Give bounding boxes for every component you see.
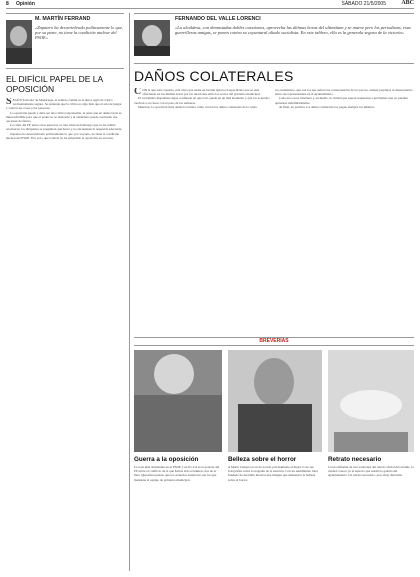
breves-photo-1	[134, 350, 222, 452]
section-name: Opinión	[16, 1, 35, 7]
left-dropcap: S	[6, 98, 12, 107]
left-paragraph: La oposición puede y debe ser una crítica responsable, la parte que en democracia es imprescindible para que el poder no se desborde y el ciudadano pueda contrastar sus opciones de futuro.	[6, 110, 122, 124]
page-header	[6, 0, 414, 9]
middle-author: FERNANDO DEL VALLE LORENCI	[175, 16, 261, 22]
left-author: M. MARTÍN FERRAND	[35, 16, 91, 22]
middle-mid-rule	[134, 63, 414, 64]
middle-pull-quote: «La alcaldesa, con demasiadas dobles cuestiones, aprovecha las últimas horas del ultimátum y se mueve pero los periodistas, esas guerrilleras amigas, se ponen contra su coyuntural aliado socialista. En este tablero, ella es la generala segura de la victoria»	[175, 25, 411, 36]
breve-title-2: Belleza sobre el horror	[228, 456, 297, 463]
breves-label-rule	[134, 345, 414, 346]
left-mid-rule	[6, 68, 124, 69]
middle-paragraph: Mientras, la oposición mira desde la barrera cómo crecen los daños colaterales de la crisis.	[138, 104, 258, 109]
breves-photo-2	[228, 350, 322, 452]
breves-label: BREVERÍAS	[259, 338, 289, 344]
breve-title-3: Retrato necesario	[328, 456, 382, 463]
author-photo-middle	[134, 20, 170, 56]
middle-top-rule	[134, 13, 414, 14]
middle-paragraph: Al final, en política, los daños colaterales los pagan siempre los mismos.	[279, 104, 375, 109]
newspaper-logo: ABC	[401, 0, 414, 6]
middle-paragraph: El socialismo hispalense sigue confiando en que todo quede en un mal momento y que los acuerdos vuelvan a su cauce con el paso de las semanas.	[134, 96, 270, 105]
middle-paragraph: tos ciudadanos, que son los que sufren las consecuencias de los pactos, asisten perplejos al desencuentro entre sus representantes en el Ayuntamiento.	[275, 88, 413, 97]
breve-text-3: Con la difusión de tres versiones del retrato oficial del alcalde, la ciudad conoce ya el aspecto que tendrá la galería del Ayuntamiento. Un retrato necesario, pero muy discutido.	[328, 465, 414, 478]
column-divider	[129, 13, 130, 571]
left-paragraph: La crisis del PP, entre otros aspectos, es una crisis de liderazgo que no ha sabido resolverse; los dirigentes se preguntan qué hacer y no encuentran la respuesta adecuada.	[6, 123, 122, 132]
middle-article-col2	[275, 88, 413, 332]
issue-date: SÁBADO 21/5/2005	[341, 1, 386, 7]
middle-dropcap: C	[134, 88, 142, 97]
breves-photo-3	[328, 350, 414, 452]
left-pull-quote: «Zapatero ha desvertebrado políticamente lo que, por su parte, no tiene la condición nuclear del PSOE»	[35, 25, 123, 41]
middle-paragraph: Cada uno en su trinchera y, en medio, la ciudad que espera respuestas a problemas que no pueden aplazarse indefinidamente.	[275, 96, 408, 105]
middle-article-col1	[134, 88, 270, 332]
middle-paragraph: ON la que está cayendo, está claro que nadie en Sevilla ignora el espectáculo que se está ofreciendo en las últimas horas por las relaciones entre los socios del gobierno municipal.	[142, 88, 261, 97]
left-headline: EL DIFÍCIL PAPEL DE LA OPOSICIÓN	[6, 74, 103, 94]
breve-title-1: Guerra a la oposición	[134, 456, 199, 463]
middle-headline: DAÑOS COLATERALES	[134, 68, 294, 84]
left-top-rule	[6, 13, 124, 14]
page-number: 8	[6, 1, 9, 7]
breve-text-2: A María Campos no le ha tocado precisamente el mejor lo de sus fotografías sobre la tragedia de la estación. Con un sentimiento bien fundado ha decidido mostrar una imagen que demuestra la belleza sobre el horror.	[228, 465, 318, 482]
left-article-body	[6, 98, 124, 568]
left-paragraph: EGÚN Salvador de Madariaga, el sentido común es la única regla de crítica verdaderamente segura. Se entiende que la crítica es algo más que el arte de juzgar y valorar las cosas y las personas.	[6, 98, 122, 111]
author-photo-left	[6, 20, 32, 64]
breve-text-1: La nota más dominante en el PSOE y en IU-CA es la postura del PP sobre el conflicto de la que habría sido el número dos de la lista. Queremos pensar que los acuerdos anteriores son los que mantiene el equipo de gobierno municipal.	[134, 465, 220, 482]
left-paragraph: Zapatero ha desvertebrado políticamente lo que, por su parte, no tiene la condición nuclear del PSOE. Eso es lo que todavía no ha entendido la oposición en su tarea.	[6, 131, 120, 140]
